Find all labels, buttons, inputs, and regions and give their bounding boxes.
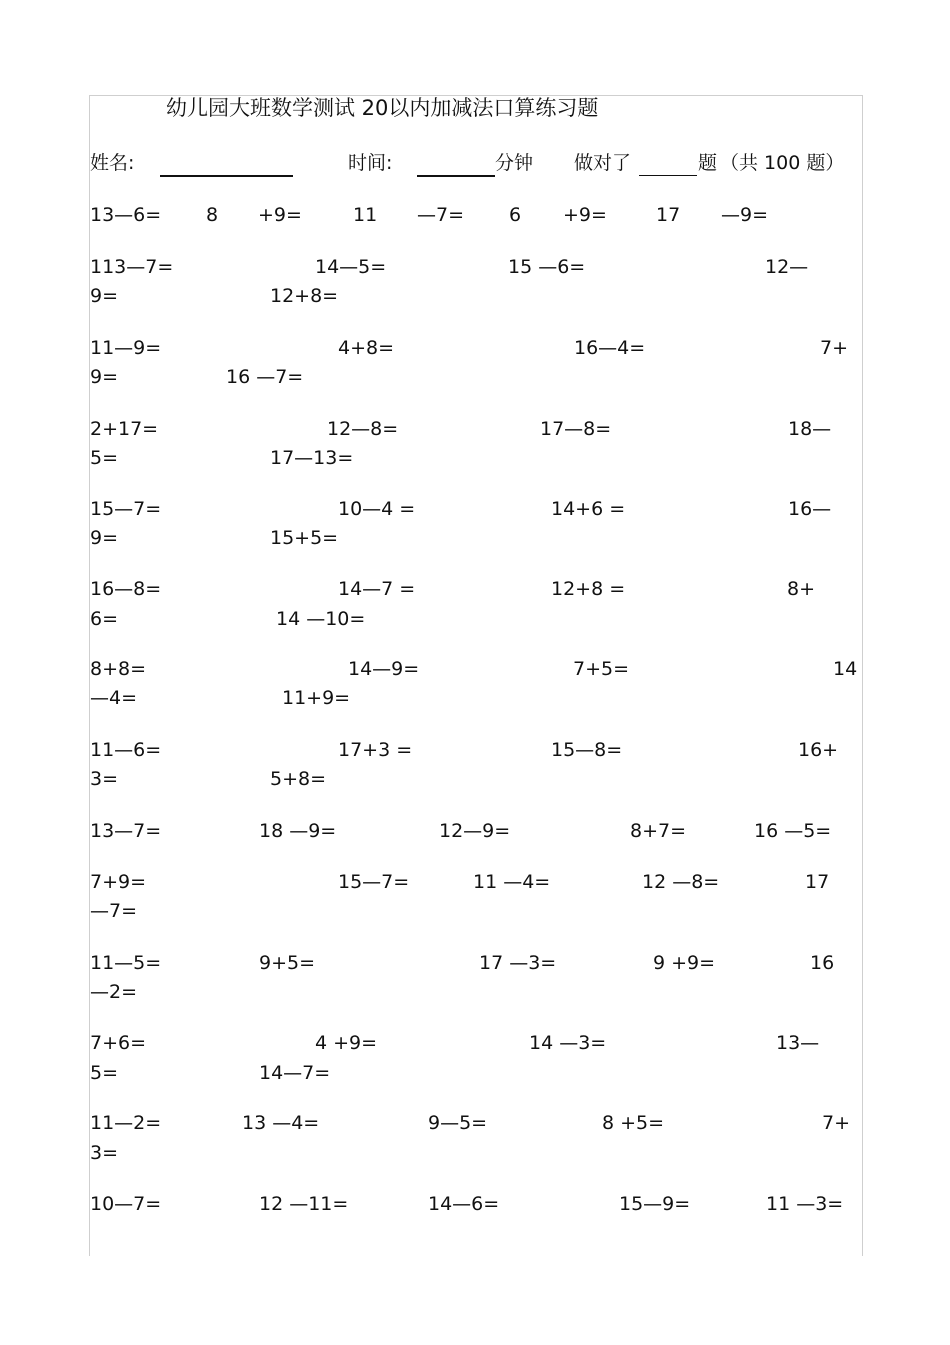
problem: 9=	[90, 366, 119, 388]
problem: 8+	[787, 578, 816, 600]
problem: 12 —11=	[259, 1193, 349, 1215]
problem: 4 +9=	[315, 1032, 378, 1054]
problem: 9 +9=	[653, 952, 716, 974]
problem: 5=	[90, 1062, 119, 1084]
problem: 13 —4=	[242, 1112, 320, 1134]
problem: 11 —4=	[473, 871, 551, 893]
problem: 11	[353, 204, 378, 226]
done-label: 做对了	[574, 152, 632, 174]
problem: 9—5=	[428, 1112, 488, 1134]
problem: —2=	[90, 981, 138, 1003]
problem: 12—9=	[439, 820, 511, 842]
problem: 13—	[776, 1032, 820, 1054]
problem: 5+8=	[270, 768, 327, 790]
total-label: （共 100 题）	[720, 152, 845, 174]
problem: 18—	[788, 418, 832, 440]
problem: 12—	[765, 256, 809, 278]
problem: 17	[805, 871, 830, 893]
problem: 7+	[822, 1112, 851, 1134]
name-blank[interactable]	[160, 175, 293, 177]
problem: 17—13=	[270, 447, 354, 469]
problem: 10—7=	[90, 1193, 162, 1215]
problem: 14—5=	[315, 256, 387, 278]
problem: 15+5=	[270, 527, 339, 549]
problem: 14—7 =	[338, 578, 416, 600]
problem: 14	[833, 658, 858, 680]
problem: 14—6=	[428, 1193, 500, 1215]
problem: 11 —3=	[766, 1193, 844, 1215]
problem: 14—7=	[259, 1062, 331, 1084]
problem: 7+	[820, 337, 849, 359]
page-frame	[89, 95, 863, 1256]
problem: 11—6=	[90, 739, 162, 761]
problem: 8 +5=	[602, 1112, 665, 1134]
problem: 14 —10=	[276, 608, 366, 630]
problem: 113—7=	[90, 256, 174, 278]
problem: 8+8=	[90, 658, 147, 680]
time-label: 时间:	[348, 152, 393, 174]
problem: 14 —3=	[529, 1032, 607, 1054]
problem: 6	[509, 204, 522, 226]
problem: 8	[206, 204, 219, 226]
problem: 15—7=	[90, 498, 162, 520]
problem: 3=	[90, 768, 119, 790]
name-label: 姓名:	[90, 152, 135, 174]
problem: 5=	[90, 447, 119, 469]
problem: 3=	[90, 1142, 119, 1164]
page-title: 幼儿园大班数学测试 20以内加减法口算练习题	[166, 96, 599, 120]
problem: 16 —7=	[226, 366, 304, 388]
problem: 11—2=	[90, 1112, 162, 1134]
problem: 15—8=	[551, 739, 623, 761]
problem: 8+7=	[630, 820, 687, 842]
problem: 17	[656, 204, 681, 226]
problem: +9=	[563, 204, 607, 226]
problem: 7+5=	[573, 658, 630, 680]
problem: 17 —3=	[479, 952, 557, 974]
problem: 4+8=	[338, 337, 395, 359]
problem: 16	[810, 952, 835, 974]
problem: —4=	[90, 687, 138, 709]
problem: 15 —6=	[508, 256, 586, 278]
problem: 9=	[90, 285, 119, 307]
problem: 13—6=	[90, 204, 162, 226]
problem: 12+8 =	[551, 578, 626, 600]
problem: 14+6 =	[551, 498, 626, 520]
problem: 18 —9=	[259, 820, 337, 842]
problem: —7=	[90, 900, 138, 922]
problem: 12+8=	[270, 285, 339, 307]
problem: 12 —8=	[642, 871, 720, 893]
problem: 16—8=	[90, 578, 162, 600]
problem: 16—	[788, 498, 832, 520]
problem: 10—4 =	[338, 498, 416, 520]
question-label: 题	[698, 152, 718, 174]
problem: +9=	[258, 204, 302, 226]
problem: 16—4=	[574, 337, 646, 359]
score-blank[interactable]	[639, 175, 697, 176]
problem: 2+17=	[90, 418, 159, 440]
problem: —7=	[417, 204, 465, 226]
problem: 17+3 =	[338, 739, 413, 761]
problem: 9=	[90, 527, 119, 549]
problem: 13—7=	[90, 820, 162, 842]
problem: 6=	[90, 608, 119, 630]
minutes-label: 分钟	[495, 152, 534, 174]
time-blank[interactable]	[417, 175, 495, 177]
problem: 12—8=	[327, 418, 399, 440]
problem: 7+6=	[90, 1032, 147, 1054]
problem: 11—9=	[90, 337, 162, 359]
problem: 16 —5=	[754, 820, 832, 842]
problem: 15—9=	[619, 1193, 691, 1215]
problem: 17—8=	[540, 418, 612, 440]
problem: 14—9=	[348, 658, 420, 680]
problem: 15—7=	[338, 871, 410, 893]
problem: —9=	[721, 204, 769, 226]
problem: 16+	[798, 739, 839, 761]
problem: 11—5=	[90, 952, 162, 974]
problem: 7+9=	[90, 871, 147, 893]
problem: 11+9=	[282, 687, 351, 709]
problem: 9+5=	[259, 952, 316, 974]
